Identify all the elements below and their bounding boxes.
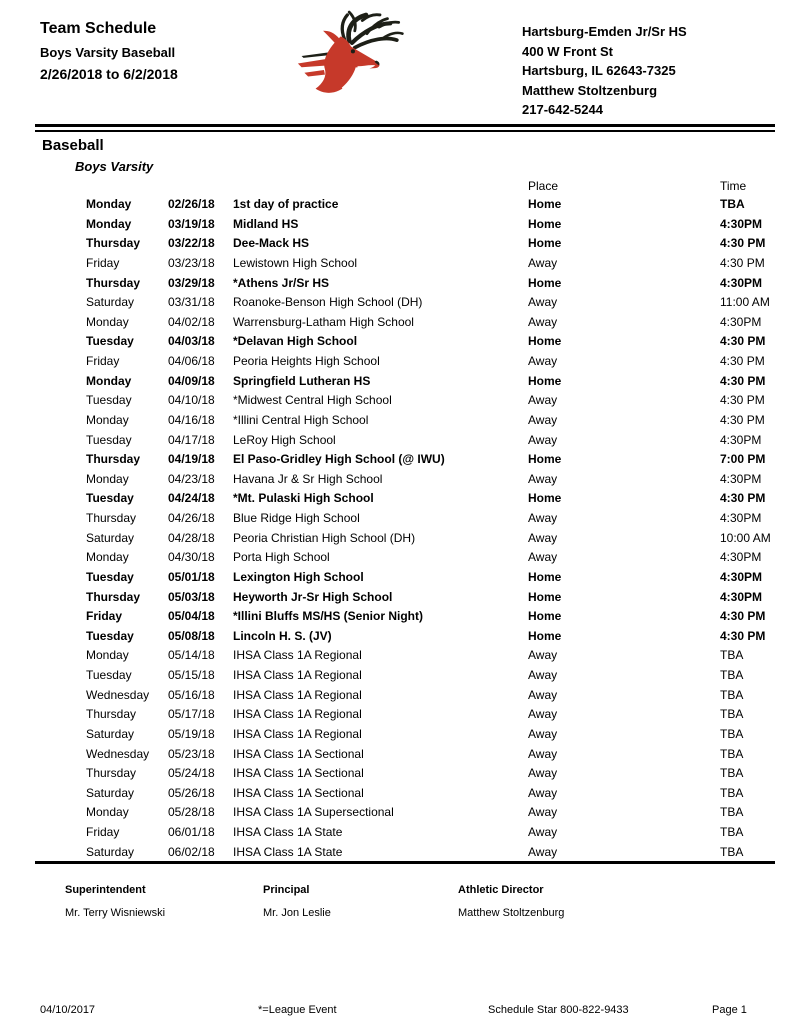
cell-place: Away bbox=[528, 530, 558, 545]
place-column-header: Place bbox=[528, 179, 559, 193]
table-bottom-rule bbox=[35, 861, 775, 864]
cell-time: TBA bbox=[720, 687, 744, 702]
cell-place: Away bbox=[528, 550, 558, 565]
cell-day: Thursday bbox=[86, 589, 141, 604]
cell-day: Friday bbox=[86, 609, 123, 624]
cell-event: IHSA Class 1A State bbox=[233, 844, 343, 859]
cell-event: Midland HS bbox=[233, 216, 299, 231]
cell-day: Tuesday bbox=[86, 334, 134, 349]
cell-date: 05/15/18 bbox=[168, 668, 215, 682]
schedule-row bbox=[35, 332, 777, 352]
cell-time: 4:30 PM bbox=[720, 255, 765, 270]
cell-event: IHSA Class 1A Regional bbox=[233, 648, 362, 663]
schedule-row bbox=[35, 195, 777, 215]
official-name: Mr. Jon Leslie bbox=[263, 907, 331, 919]
cell-time: 4:30 PM bbox=[720, 334, 766, 349]
cell-event: IHSA Class 1A Sectional bbox=[233, 785, 364, 800]
cell-event: Lincoln H. S. (JV) bbox=[233, 628, 332, 643]
cell-place: Home bbox=[528, 373, 562, 388]
cell-place: Home bbox=[528, 569, 562, 584]
cell-time: TBA bbox=[720, 668, 744, 682]
cell-day: Tuesday bbox=[86, 628, 134, 643]
official-athletic-director bbox=[458, 884, 564, 919]
cell-time: TBA bbox=[720, 805, 744, 820]
cell-date: 04/09/18 bbox=[168, 373, 215, 388]
cell-time: 4:30PM bbox=[720, 432, 762, 447]
schedule-row bbox=[35, 529, 777, 549]
cell-date: 04/10/18 bbox=[168, 393, 215, 408]
cell-event: *Midwest Central High School bbox=[233, 393, 392, 408]
cell-place: Away bbox=[528, 648, 558, 663]
cell-time: 4:30PM bbox=[720, 550, 762, 565]
cell-day: Thursday bbox=[86, 236, 141, 251]
footer-league-legend: *=League Event bbox=[258, 1004, 337, 1016]
cell-time: 4:30 PM bbox=[720, 393, 765, 408]
cell-day: Monday bbox=[86, 314, 129, 329]
school-phone: 217-642-5244 bbox=[522, 102, 603, 117]
cell-place: Away bbox=[528, 687, 558, 702]
header-rule-thin bbox=[35, 130, 775, 132]
cell-event: Roanoke-Benson High School (DH) bbox=[233, 295, 423, 310]
schedule-rows bbox=[35, 195, 777, 862]
schedule-row bbox=[35, 391, 777, 411]
cell-date: 05/23/18 bbox=[168, 746, 215, 761]
cell-place: Away bbox=[528, 785, 558, 800]
official-title: Athletic Director bbox=[458, 884, 544, 896]
cell-day: Friday bbox=[86, 825, 120, 839]
cell-place: Away bbox=[528, 314, 558, 329]
cell-event: Havana Jr & Sr High School bbox=[233, 471, 383, 486]
footer-print-date: 04/10/2017 bbox=[40, 1004, 96, 1016]
cell-place: Home bbox=[528, 334, 562, 349]
schedule-row bbox=[35, 372, 777, 392]
sport-heading: Baseball bbox=[42, 137, 104, 154]
schedule-row bbox=[35, 509, 777, 529]
cell-date: 03/23/18 bbox=[168, 255, 215, 270]
cell-date: 03/19/18 bbox=[168, 216, 215, 231]
cell-event: 1st day of practice bbox=[233, 197, 339, 211]
cell-place: Home bbox=[528, 275, 562, 290]
cell-day: Monday bbox=[86, 373, 132, 388]
schedule-row bbox=[35, 215, 777, 235]
cell-time: 11:00 AM bbox=[720, 295, 770, 310]
cell-place: Away bbox=[528, 511, 558, 525]
footer-page-number: Page 1 bbox=[712, 1004, 747, 1016]
cell-place: Away bbox=[528, 295, 558, 310]
schedule-row bbox=[35, 274, 777, 294]
cell-day: Saturday bbox=[86, 726, 135, 741]
cell-time: 4:30PM bbox=[720, 511, 762, 525]
cell-place: Away bbox=[528, 255, 558, 270]
time-column-header: Time bbox=[720, 179, 747, 193]
schedule-row bbox=[35, 646, 777, 666]
cell-time: TBA bbox=[720, 766, 744, 781]
cell-place: Away bbox=[528, 825, 558, 839]
cell-place: Away bbox=[528, 471, 558, 486]
cell-event: El Paso-Gridley High School (@ IWU) bbox=[233, 452, 445, 467]
cell-date: 04/16/18 bbox=[168, 412, 215, 427]
schedule-row bbox=[35, 234, 777, 254]
cell-date: 05/03/18 bbox=[168, 589, 215, 604]
schedule-row bbox=[35, 293, 777, 313]
header-rule-thick bbox=[35, 124, 775, 127]
official-superintendent bbox=[65, 884, 165, 919]
cell-event: Warrensburg-Latham High School bbox=[233, 314, 414, 329]
cell-date: 04/06/18 bbox=[168, 354, 215, 368]
cell-event: Peoria Heights High School bbox=[233, 354, 380, 368]
cell-date: 05/24/18 bbox=[168, 766, 215, 781]
cell-place: Away bbox=[528, 412, 558, 427]
official-name: Matthew Stoltzenburg bbox=[458, 907, 565, 919]
cell-event: LeRoy High School bbox=[233, 432, 336, 447]
schedule-row bbox=[35, 666, 777, 686]
cell-date: 04/03/18 bbox=[168, 334, 215, 349]
cell-day: Thursday bbox=[86, 766, 137, 781]
cell-event: IHSA Class 1A Regional bbox=[233, 687, 362, 702]
cell-event: Springfield Lutheran HS bbox=[233, 373, 371, 388]
cell-date: 04/02/18 bbox=[168, 314, 215, 329]
school-contact: Matthew Stoltzenburg bbox=[522, 82, 658, 98]
cell-time: 7:00 PM bbox=[720, 452, 766, 467]
cell-event: IHSA Class 1A Regional bbox=[233, 726, 362, 741]
cell-day: Saturday bbox=[86, 785, 135, 800]
cell-date: 02/26/18 bbox=[168, 197, 215, 211]
cell-date: 04/30/18 bbox=[168, 550, 215, 565]
cell-date: 04/19/18 bbox=[168, 452, 215, 467]
schedule-row bbox=[35, 764, 777, 784]
cell-day: Friday bbox=[86, 354, 120, 368]
cell-time: TBA bbox=[720, 844, 744, 859]
cell-place: Home bbox=[528, 216, 562, 231]
cell-event: IHSA Class 1A Sectional bbox=[233, 766, 364, 781]
cell-place: Away bbox=[528, 707, 558, 722]
cell-day: Thursday bbox=[86, 452, 141, 467]
cell-place: Home bbox=[528, 609, 562, 624]
cell-place: Away bbox=[528, 766, 558, 781]
cell-date: 05/04/18 bbox=[168, 609, 215, 624]
cell-event: Lewistown High School bbox=[233, 255, 358, 270]
schedule-row bbox=[35, 431, 777, 451]
schedule-table bbox=[35, 179, 777, 862]
cell-time: TBA bbox=[720, 197, 745, 211]
schedule-row bbox=[35, 450, 777, 470]
cell-date: 03/22/18 bbox=[168, 236, 215, 251]
cell-day: Thursday bbox=[86, 275, 141, 290]
cell-event: *Illini Central High School bbox=[233, 412, 369, 427]
official-title: Superintendent bbox=[65, 884, 146, 896]
cell-time: TBA bbox=[720, 726, 744, 741]
cell-date: 03/29/18 bbox=[168, 275, 215, 290]
cell-date: 05/08/18 bbox=[168, 628, 215, 643]
schedule-row bbox=[35, 607, 777, 627]
cell-time: 4:30PM bbox=[720, 589, 763, 604]
cell-day: Tuesday bbox=[86, 432, 132, 447]
cell-day: Tuesday bbox=[86, 668, 132, 682]
cell-time: 4:30PM bbox=[720, 314, 762, 329]
cell-time: 4:30PM bbox=[720, 471, 762, 486]
team-level-heading: Boys Varsity bbox=[75, 159, 154, 174]
schedule-row bbox=[35, 254, 777, 274]
cell-time: 4:30 PM bbox=[720, 628, 766, 643]
cell-date: 05/26/18 bbox=[168, 785, 215, 800]
cell-event: IHSA Class 1A Sectional bbox=[233, 746, 364, 761]
cell-day: Saturday bbox=[86, 295, 135, 310]
cell-event: *Mt. Pulaski High School bbox=[233, 491, 374, 506]
cell-event: IHSA Class 1A Supersectional bbox=[233, 805, 394, 820]
cell-event: Peoria Christian High School (DH) bbox=[233, 530, 416, 545]
schedule-row bbox=[35, 686, 777, 706]
schedule-row bbox=[35, 843, 777, 863]
cell-day: Tuesday bbox=[86, 491, 134, 506]
cell-date: 03/31/18 bbox=[168, 295, 215, 310]
cell-time: TBA bbox=[720, 785, 744, 800]
footer-vendor: Schedule Star 800-822-9433 bbox=[488, 1004, 629, 1016]
official-principal bbox=[263, 884, 331, 919]
cell-date: 06/02/18 bbox=[168, 844, 215, 859]
cell-place: Away bbox=[528, 432, 558, 447]
cell-date: 04/24/18 bbox=[168, 491, 215, 506]
cell-time: 4:30 PM bbox=[720, 412, 765, 427]
cell-day: Monday bbox=[86, 412, 129, 427]
cell-time: 4:30PM bbox=[720, 569, 763, 584]
stag-mascot-logo-icon bbox=[296, 8, 408, 104]
cell-day: Saturday bbox=[86, 530, 135, 545]
cell-event: *Illini Bluffs MS/HS (Senior Night) bbox=[233, 609, 423, 624]
cell-event: Porta High School bbox=[233, 550, 330, 565]
cell-event: IHSA Class 1A State bbox=[233, 825, 343, 839]
cell-time: 4:30 PM bbox=[720, 354, 765, 368]
school-info-block bbox=[522, 22, 687, 120]
cell-event: Blue Ridge High School bbox=[233, 511, 360, 525]
cell-date: 05/28/18 bbox=[168, 805, 215, 820]
report-header-left bbox=[40, 20, 178, 82]
cell-day: Wednesday bbox=[86, 746, 150, 761]
cell-day: Thursday bbox=[86, 707, 137, 722]
cell-date: 05/14/18 bbox=[168, 648, 215, 663]
school-city-state-zip: Hartsburg, IL 62643-7325 bbox=[522, 63, 676, 78]
cell-day: Tuesday bbox=[86, 569, 134, 584]
cell-date: 04/26/18 bbox=[168, 511, 215, 525]
cell-place: Away bbox=[528, 844, 558, 859]
official-name: Mr. Terry Wisniewski bbox=[65, 907, 166, 919]
cell-event: *Delavan High School bbox=[233, 334, 358, 349]
cell-time: TBA bbox=[720, 707, 744, 722]
cell-day: Monday bbox=[86, 216, 132, 231]
schedule-row bbox=[35, 411, 777, 431]
schedule-row bbox=[35, 745, 777, 765]
page-title: Team Schedule bbox=[40, 20, 157, 37]
cell-date: 05/17/18 bbox=[168, 707, 215, 722]
schedule-row bbox=[35, 489, 777, 509]
cell-day: Tuesday bbox=[86, 393, 132, 408]
cell-date: 05/19/18 bbox=[168, 726, 215, 741]
cell-time: TBA bbox=[720, 746, 744, 761]
schedule-row bbox=[35, 725, 777, 745]
cell-time: 4:30 PM bbox=[720, 491, 766, 506]
cell-time: 4:30 PM bbox=[720, 236, 766, 251]
schedule-row bbox=[35, 568, 777, 588]
cell-time: TBA bbox=[720, 648, 744, 663]
cell-event: *Athens Jr/Sr HS bbox=[233, 275, 330, 290]
cell-day: Monday bbox=[86, 197, 132, 211]
school-address: 400 W Front St bbox=[522, 43, 614, 59]
cell-place: Home bbox=[528, 491, 562, 506]
cell-event: Lexington High School bbox=[233, 569, 364, 584]
header-spacer bbox=[86, 179, 528, 195]
team-subtitle: Boys Varsity Baseball bbox=[40, 45, 176, 60]
cell-place: Home bbox=[528, 589, 562, 604]
cell-time: 4:30PM bbox=[720, 216, 763, 231]
cell-day: Wednesday bbox=[86, 687, 150, 702]
cell-day: Monday bbox=[86, 648, 129, 663]
cell-day: Saturday bbox=[86, 844, 135, 859]
cell-day: Monday bbox=[86, 805, 129, 820]
cell-date: 06/01/18 bbox=[168, 825, 215, 839]
cell-date: 05/16/18 bbox=[168, 687, 215, 702]
schedule-row bbox=[35, 588, 777, 608]
cell-event: Dee-Mack HS bbox=[233, 236, 310, 251]
cell-place: Away bbox=[528, 726, 558, 741]
date-range: 2/26/2018 to 6/2/2018 bbox=[40, 66, 178, 82]
cell-time: 10:00 AM bbox=[720, 530, 771, 545]
schedule-row bbox=[35, 784, 777, 804]
cell-place: Away bbox=[528, 354, 558, 368]
cell-date: 05/01/18 bbox=[168, 569, 215, 584]
cell-place: Home bbox=[528, 236, 562, 251]
cell-day: Thursday bbox=[86, 511, 137, 525]
schedule-row bbox=[35, 352, 777, 372]
schedule-header-row bbox=[35, 179, 777, 195]
cell-place: Home bbox=[528, 452, 562, 467]
cell-date: 04/28/18 bbox=[168, 530, 215, 545]
schedule-row bbox=[35, 313, 777, 333]
cell-day: Monday bbox=[86, 471, 129, 486]
cell-event: Heyworth Jr-Sr High School bbox=[233, 589, 393, 604]
cell-place: Home bbox=[528, 628, 562, 643]
school-name: Hartsburg-Emden Jr/Sr HS bbox=[522, 24, 687, 39]
cell-day: Monday bbox=[86, 550, 129, 565]
schedule-row bbox=[35, 705, 777, 725]
cell-place: Away bbox=[528, 746, 558, 761]
schedule-row bbox=[35, 803, 777, 823]
cell-date: 04/17/18 bbox=[168, 432, 215, 447]
cell-event: IHSA Class 1A Regional bbox=[233, 707, 362, 722]
cell-place: Home bbox=[528, 197, 562, 211]
schedule-row bbox=[35, 548, 777, 568]
cell-time: 4:30PM bbox=[720, 275, 763, 290]
cell-place: Away bbox=[528, 805, 558, 820]
schedule-row bbox=[35, 470, 777, 490]
official-title: Principal bbox=[263, 884, 310, 896]
cell-date: 04/23/18 bbox=[168, 471, 215, 486]
cell-time: 4:30 PM bbox=[720, 373, 766, 388]
cell-time: 4:30 PM bbox=[720, 609, 766, 624]
cell-time: TBA bbox=[720, 825, 744, 839]
cell-place: Away bbox=[528, 393, 558, 408]
cell-place: Away bbox=[528, 668, 558, 682]
cell-event: IHSA Class 1A Regional bbox=[233, 668, 362, 682]
schedule-row bbox=[35, 627, 777, 647]
cell-day: Friday bbox=[86, 255, 120, 270]
schedule-row bbox=[35, 823, 777, 843]
